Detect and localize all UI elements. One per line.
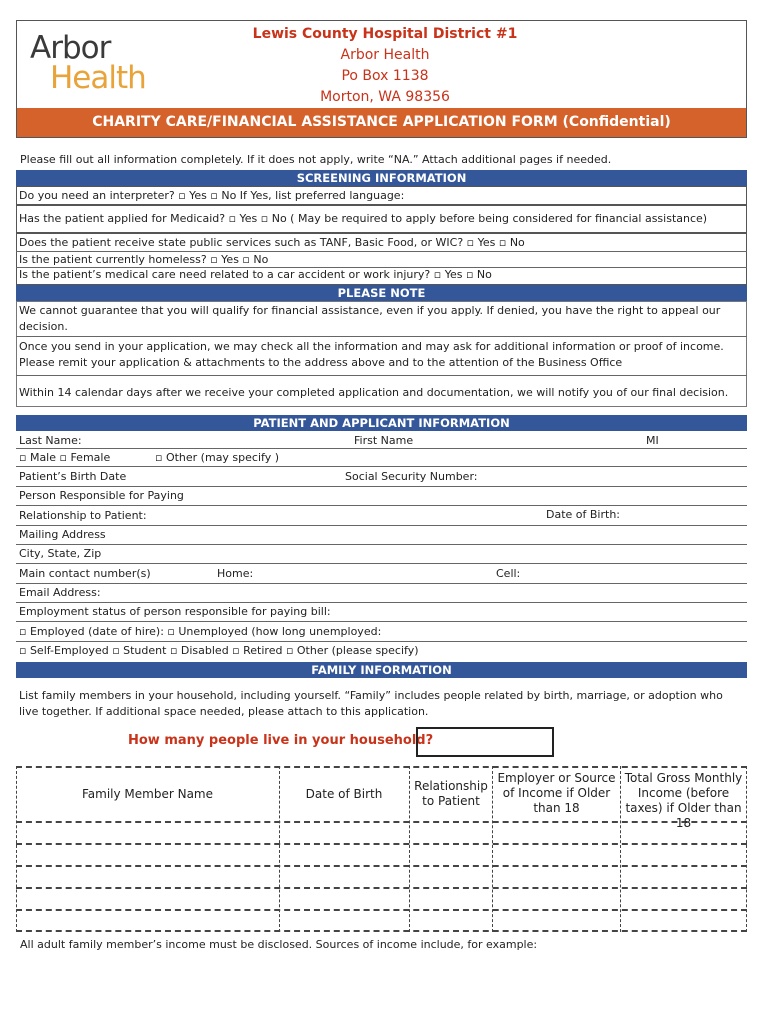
- patient-birth-date-label: Patient’s Birth Date: [19, 470, 127, 483]
- relationship-label: Relationship to Patient:: [19, 509, 147, 522]
- divider: [16, 641, 747, 642]
- other-sex-checkbox[interactable]: ▫ Other (may specify ): [155, 451, 279, 464]
- accident-question: Is the patient’s medical care need related to a car accident or work injury? ▫ Yes ▫ No: [19, 268, 492, 281]
- divider: [16, 525, 747, 526]
- table-row[interactable]: [18, 867, 745, 886]
- divider: [16, 375, 747, 376]
- responsible-person-label: Person Responsible for Paying: [19, 489, 184, 502]
- cell-phone-label: Cell:: [496, 567, 521, 580]
- table-column-rule: [746, 766, 747, 932]
- mailing-address-label: Mailing Address: [19, 528, 106, 541]
- intro-instructions: Please fill out all information completely. If it does not apply, write “NA.” Attach additional pages if needed.: [20, 153, 612, 166]
- divider: [16, 448, 747, 449]
- table-rule: [16, 930, 747, 932]
- medicaid-question: Has the patient applied for Medicaid? ▫ Yes ▫ No ( May be required to apply before being considered for financial assistance): [19, 212, 708, 225]
- table-row[interactable]: [18, 889, 745, 908]
- note-verification: Once you send in your application, we may check all the information and may ask for additional information or proof of income. Please remit your application & attachments to the address above and to the attention of the Business Office: [19, 340, 724, 369]
- city-state-zip-label: City, State, Zip: [19, 547, 102, 560]
- employment-type-checkboxes[interactable]: ▫ Self-Employed ▫ Student ▫ Disabled ▫ Retired ▫ Other (please specify): [19, 644, 419, 657]
- income-disclosure-note: All adult family member’s income must be disclosed. Sources of income include, for example:: [20, 938, 538, 951]
- logo-word-health: Health: [50, 60, 146, 96]
- please-note-section-header: PLEASE NOTE: [16, 285, 747, 301]
- org-name: Arbor Health: [340, 47, 430, 63]
- first-name-label: First Name: [354, 434, 414, 447]
- hospital-name: Lewis County Hospital District #1: [252, 26, 518, 42]
- po-box: Po Box 1138: [341, 68, 429, 84]
- table-row[interactable]: [18, 823, 745, 842]
- divider: [16, 621, 747, 622]
- divider: [16, 505, 747, 506]
- table-rule: [16, 766, 747, 768]
- home-phone-label: Home:: [217, 567, 254, 580]
- divider: [16, 466, 747, 467]
- hospital-address-block: [240, 24, 530, 108]
- city-state-zip: Morton, WA 98356: [320, 89, 450, 105]
- divider: [16, 583, 747, 584]
- divider: [16, 486, 747, 487]
- household-size-input[interactable]: [416, 727, 554, 757]
- email-label: Email Address:: [19, 586, 101, 599]
- divider: [16, 251, 747, 252]
- note-guarantee: We cannot guarantee that you will qualify for financial assistance, even if you apply. If denied, you have the right to appeal our decision.: [19, 304, 721, 333]
- sex-checkboxes[interactable]: ▫ Male ▫ Female: [19, 451, 111, 464]
- table-row[interactable]: [18, 845, 745, 864]
- mi-label: MI: [646, 434, 659, 447]
- interpreter-question: Do you need an interpreter? ▫ Yes ▫ No If Yes, list preferred language:: [19, 189, 405, 202]
- col-header-name: Family Member Name: [81, 787, 213, 801]
- divider: [16, 336, 747, 337]
- arbor-health-logo: [30, 30, 150, 100]
- homeless-question: Is the patient currently homeless? ▫ Yes ▫ No: [19, 253, 269, 266]
- contact-number-label: Main contact number(s): [19, 567, 151, 580]
- state-services-question: Does the patient receive state public services such as TANF, Basic Food, or WIC? ▫ Yes ▫ No: [19, 236, 525, 249]
- employed-checkboxes[interactable]: ▫ Employed (date of hire): ▫ Unemployed (how long unemployed:: [19, 625, 382, 638]
- employment-status-label: Employment status of person responsible for paying bill:: [19, 605, 331, 618]
- responsible-dob-label: Date of Birth:: [546, 508, 621, 521]
- family-section-header: FAMILY INFORMATION: [16, 662, 747, 678]
- household-size-question: How many people live in your household?: [128, 733, 434, 748]
- col-header-relationship: Relationship to Patient: [414, 779, 488, 808]
- col-header-dob: Date of Birth: [305, 787, 383, 801]
- family-member-table: [16, 766, 747, 932]
- table-row[interactable]: [18, 911, 745, 929]
- last-name-label: Last Name:: [19, 434, 82, 447]
- note-decision-timeline: Within 14 calendar days after we receive your completed application and documentation, we will notify you of our final decision.: [19, 386, 729, 399]
- col-header-income-source: Employer or Source of Income if Older than 18: [497, 771, 616, 815]
- divider: [16, 602, 747, 603]
- screening-section-header: SCREENING INFORMATION: [16, 170, 747, 186]
- ssn-label: Social Security Number:: [345, 470, 478, 483]
- family-instructions: List family members in your household, including yourself. “Family” includes people related by birth, marriage, or adoption who live together. If additional space needed, please attach to this application.: [19, 689, 723, 718]
- col-header-monthly-income: Total Gross Monthly Income (before taxes) if Older than 18: [624, 771, 743, 830]
- logo-word-arbor: Arbor: [30, 30, 111, 66]
- patient-section-header: PATIENT AND APPLICANT INFORMATION: [16, 415, 747, 431]
- divider: [16, 544, 747, 545]
- form-title: CHARITY CARE/FINANCIAL ASSISTANCE APPLICATION FORM (Confidential): [17, 108, 746, 137]
- divider: [16, 563, 747, 564]
